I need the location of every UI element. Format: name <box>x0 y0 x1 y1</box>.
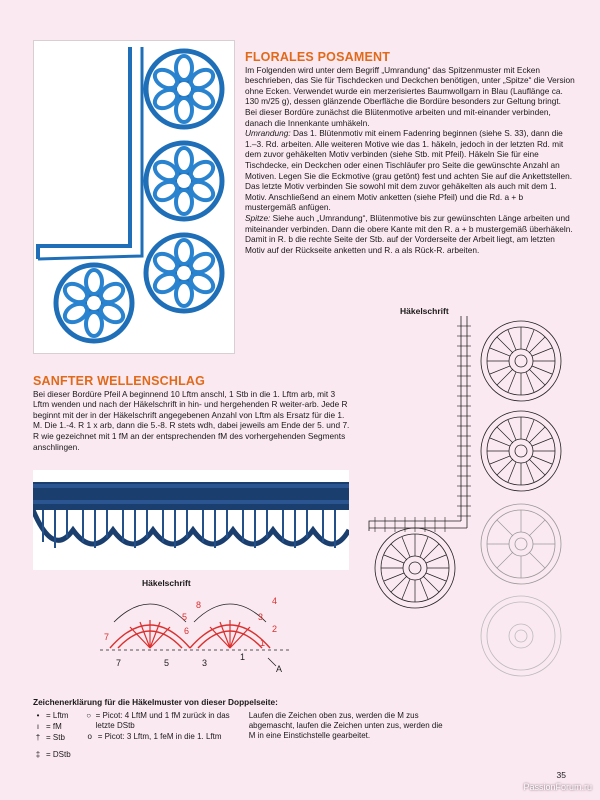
chart-label-bottom-1: 1 <box>240 652 246 662</box>
legend <box>33 697 573 760</box>
floral-spitze <box>245 213 575 255</box>
chart-label-5: 5 <box>182 612 188 622</box>
legend-dstb-label: = DStb <box>46 750 71 759</box>
wave-text <box>33 376 353 452</box>
legend-symbols <box>33 711 71 760</box>
legend-lftm-label: = Lftm <box>46 711 69 720</box>
chart-right-title: Häkelschrift <box>400 306 449 316</box>
legend-picots <box>85 711 235 760</box>
picot-icon: ○ <box>86 711 92 720</box>
chart-label-bottom-3: 3 <box>202 658 208 668</box>
legend-note: Laufen die Zeichen oben zus, werden die M zus abgemascht, laufen die Zeichen unten zus, werden die M in eine Einstichstelle gearbeitet. <box>248 711 443 740</box>
spitze-label: Spitze: <box>245 212 271 223</box>
watermark: PassionForum.ru <box>523 782 592 792</box>
chart-label-arrow-a: A <box>276 664 283 674</box>
floral-umrandung <box>245 128 575 213</box>
wave-lace-photo <box>33 470 349 570</box>
legend-stb-label: = Stb <box>46 733 65 742</box>
floral-lace-photo <box>33 40 235 354</box>
legend-dstb <box>33 750 71 760</box>
floral-text <box>245 52 575 255</box>
single-crochet-icon: ı <box>36 722 40 731</box>
wave-body: Bei dieser Bordüre Pfeil A beginnend 10 Lftm anschl, 1 Stb in die 1. Lftm arb, mit 3 Lftm wenden und nach der Häkelschrift in hin- und hergehenden R weiter-arb. Jede R beginnt mit der in der Häkelschrift angegebenen Anzahl von Lftm als Ersatz für die 1. M. Die 1.-4. R 1 x arb, dann die 5.-8. R stets wdh, dabei jeweils am Ende der 5. und 7. R wie gezeichnet mit 1 fM an der entsprechenden fM des vorhergehenden Segments anschlingen. <box>33 388 350 452</box>
spitze-text: Siehe auch „Umrandung“, Blütenmotive bis zur gewünschten Länge arbeiten und miteinander verbinden. Dann die obere Kante mit den R. a + b mustergemäß überhäkeln. Damit in R. b die rechte Seite der Stb. auf der Vorderseite der Arbeit liegt, am letzten Motiv auf der Rückseite anketten und R. a als Rück-R. arbeiten. <box>245 212 573 255</box>
legend-picot-1-label: = Picot: 4 LftM und 1 fM zurück in das letzte DStb <box>95 711 230 730</box>
floral-lace-illustration <box>34 41 234 353</box>
picot-small-icon: o <box>87 732 92 741</box>
legend-lftm <box>33 711 71 721</box>
floral-intro: Im Folgenden wird unter dem Begriff „Umrandung“ das Spitzenmuster mit Ecken beschrieben, das Sie für Tischdecken und Deckchen benötigen, unter „Spitze“ die Version ohne Ecken. Verwendet wurde ein merzerisiertes Baumwollgarn in Blau (Lauflänge ca. 130 m/25 g), dessen glänzende Oberfläche die Bordüre besonders zur Geltung bringt. Bei dieser Bordüre zunächst die Blütenmotive arbeiten und mit-einander verbinden, danach die Innenkante umhäkeln. <box>245 64 575 128</box>
legend-fm-label: = fM <box>46 722 62 731</box>
umrandung-text: Das 1. Blütenmotiv mit einem Fadenring beginnen (siehe S. 33), dann die 1.–3. Rd. arbeiten. Alle weiteren Motive wie das 1. häkeln, jedoch in der letzten Rd. mit dem zuvor gehäkelten Motiv verbinden (siehe Stb. mit Pfeil). Häkeln Sie für eine Tischdecke, ein Deckchen oder einen Tischläufer pro Seite die gewünschte Anzahl an Motiven. Legen Sie die Eckmotive (grau getönt) fest und achten Sie auf die Ankettstellen. Das letzte Motiv verbinden Sie sowohl mit dem zuvor gehäkelten als auch mit dem 1. Motiv. Anschließend an einem Motiv anketten (siehe Pfeil) und die Rd. a + b mustergemäß anfügen. <box>245 128 573 213</box>
chart-label-bottom-5: 5 <box>164 658 170 668</box>
chart-label-2: 2 <box>272 624 278 634</box>
chart-bottom-title: Häkelschrift <box>142 578 191 588</box>
legend-stb <box>33 733 71 743</box>
wave-lace-illustration <box>33 470 349 570</box>
chart-label-7: 7 <box>104 632 110 642</box>
chart-label-1: 1 <box>260 638 266 648</box>
crochet-chart-wave <box>100 592 300 677</box>
floral-heading: FLORALES POSAMENT <box>245 50 391 64</box>
chart-label-4: 4 <box>272 596 278 606</box>
chart-label-6: 6 <box>184 626 190 636</box>
legend-fm <box>33 722 71 732</box>
chain-stitch-icon: • <box>36 711 40 720</box>
double-crochet-icon: † <box>35 733 41 742</box>
chart-label-8: 8 <box>196 600 202 610</box>
legend-picot-2-label: = Picot: 3 Lftm, 1 feM in die 1. Lftm <box>97 732 222 741</box>
treble-crochet-icon: ‡ <box>35 750 41 759</box>
crochet-chart-floral <box>365 316 585 696</box>
chart-label-3: 3 <box>258 612 264 622</box>
page-number: 35 <box>556 770 566 780</box>
umrandung-label: Umrandung: <box>245 128 291 139</box>
legend-note-col <box>249 711 449 760</box>
legend-picot-1 <box>85 711 235 731</box>
legend-title: Zeichenerklärung für die Häkelmuster von dieser Doppelseite: <box>33 697 278 707</box>
wave-heading: SANFTER WELLENSCHLAG <box>33 374 206 388</box>
chart-label-bottom-7: 7 <box>116 658 122 668</box>
legend-picot-2 <box>85 732 235 742</box>
